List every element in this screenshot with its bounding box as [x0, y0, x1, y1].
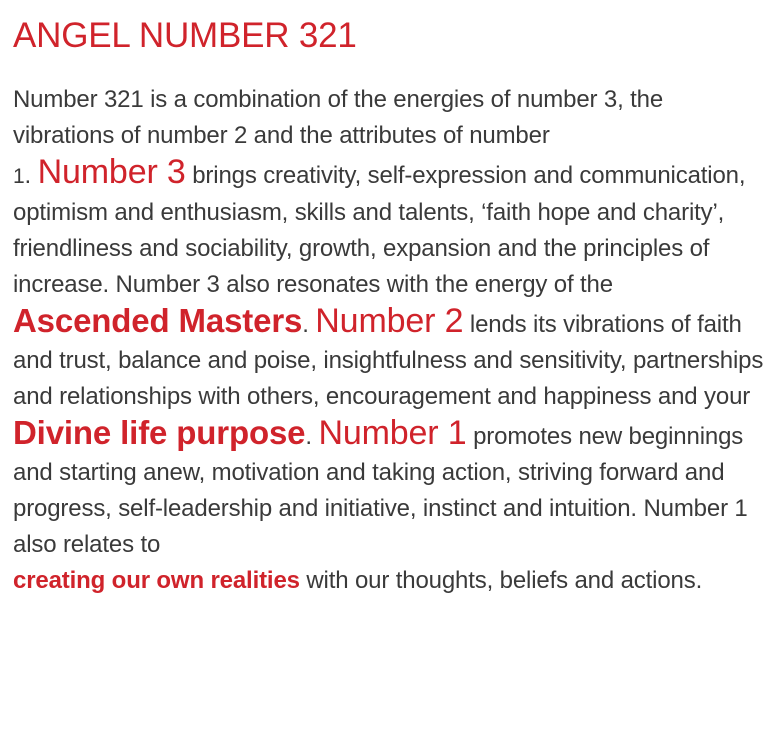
article-paragraph	[13, 82, 765, 599]
number-1-text: promotes new beginnings and starting anew, motivation and taking action, striving forward and progress, self-leadership and initiative, instinct and intuition. Number 1 also relates to	[13, 423, 748, 558]
divine-purpose-highlight: Divine life purpose	[13, 414, 306, 451]
intro-end: .	[24, 162, 32, 189]
intro-text: Number 321 is a combination of the energies of number 3, the vibrations of number 2 and the attributes of number	[13, 86, 664, 149]
ending-text: with our thoughts, beliefs and actions.	[306, 567, 703, 594]
number-3-heading: Number 3	[37, 153, 186, 191]
number-1-heading: Number 1	[318, 414, 467, 452]
page-title: ANGEL NUMBER 321	[13, 16, 357, 55]
after-masters: .	[302, 311, 309, 338]
number-2-heading: Number 2	[315, 302, 464, 340]
creating-realities-highlight: creating our own realities	[13, 567, 300, 594]
article	[13, 0, 765, 599]
after-divine: .	[305, 423, 312, 450]
number-2-text: lends its vibrations of faith and trust, balance and poise, insightfulness and sensitivity, partnerships and relationships with others, encouragement and happiness and your	[13, 311, 764, 410]
number-3-text: brings creativity, self-expression and communication, optimism and enthusiasm, skills and talents, ‘faith hope and charity’, friendliness and sociability, growth, expansion and the principles of increase. Number 3 also resonates with the energy of the	[13, 162, 746, 298]
intro-number: 1	[13, 165, 25, 188]
ascended-masters-highlight: Ascended Masters	[13, 302, 303, 339]
